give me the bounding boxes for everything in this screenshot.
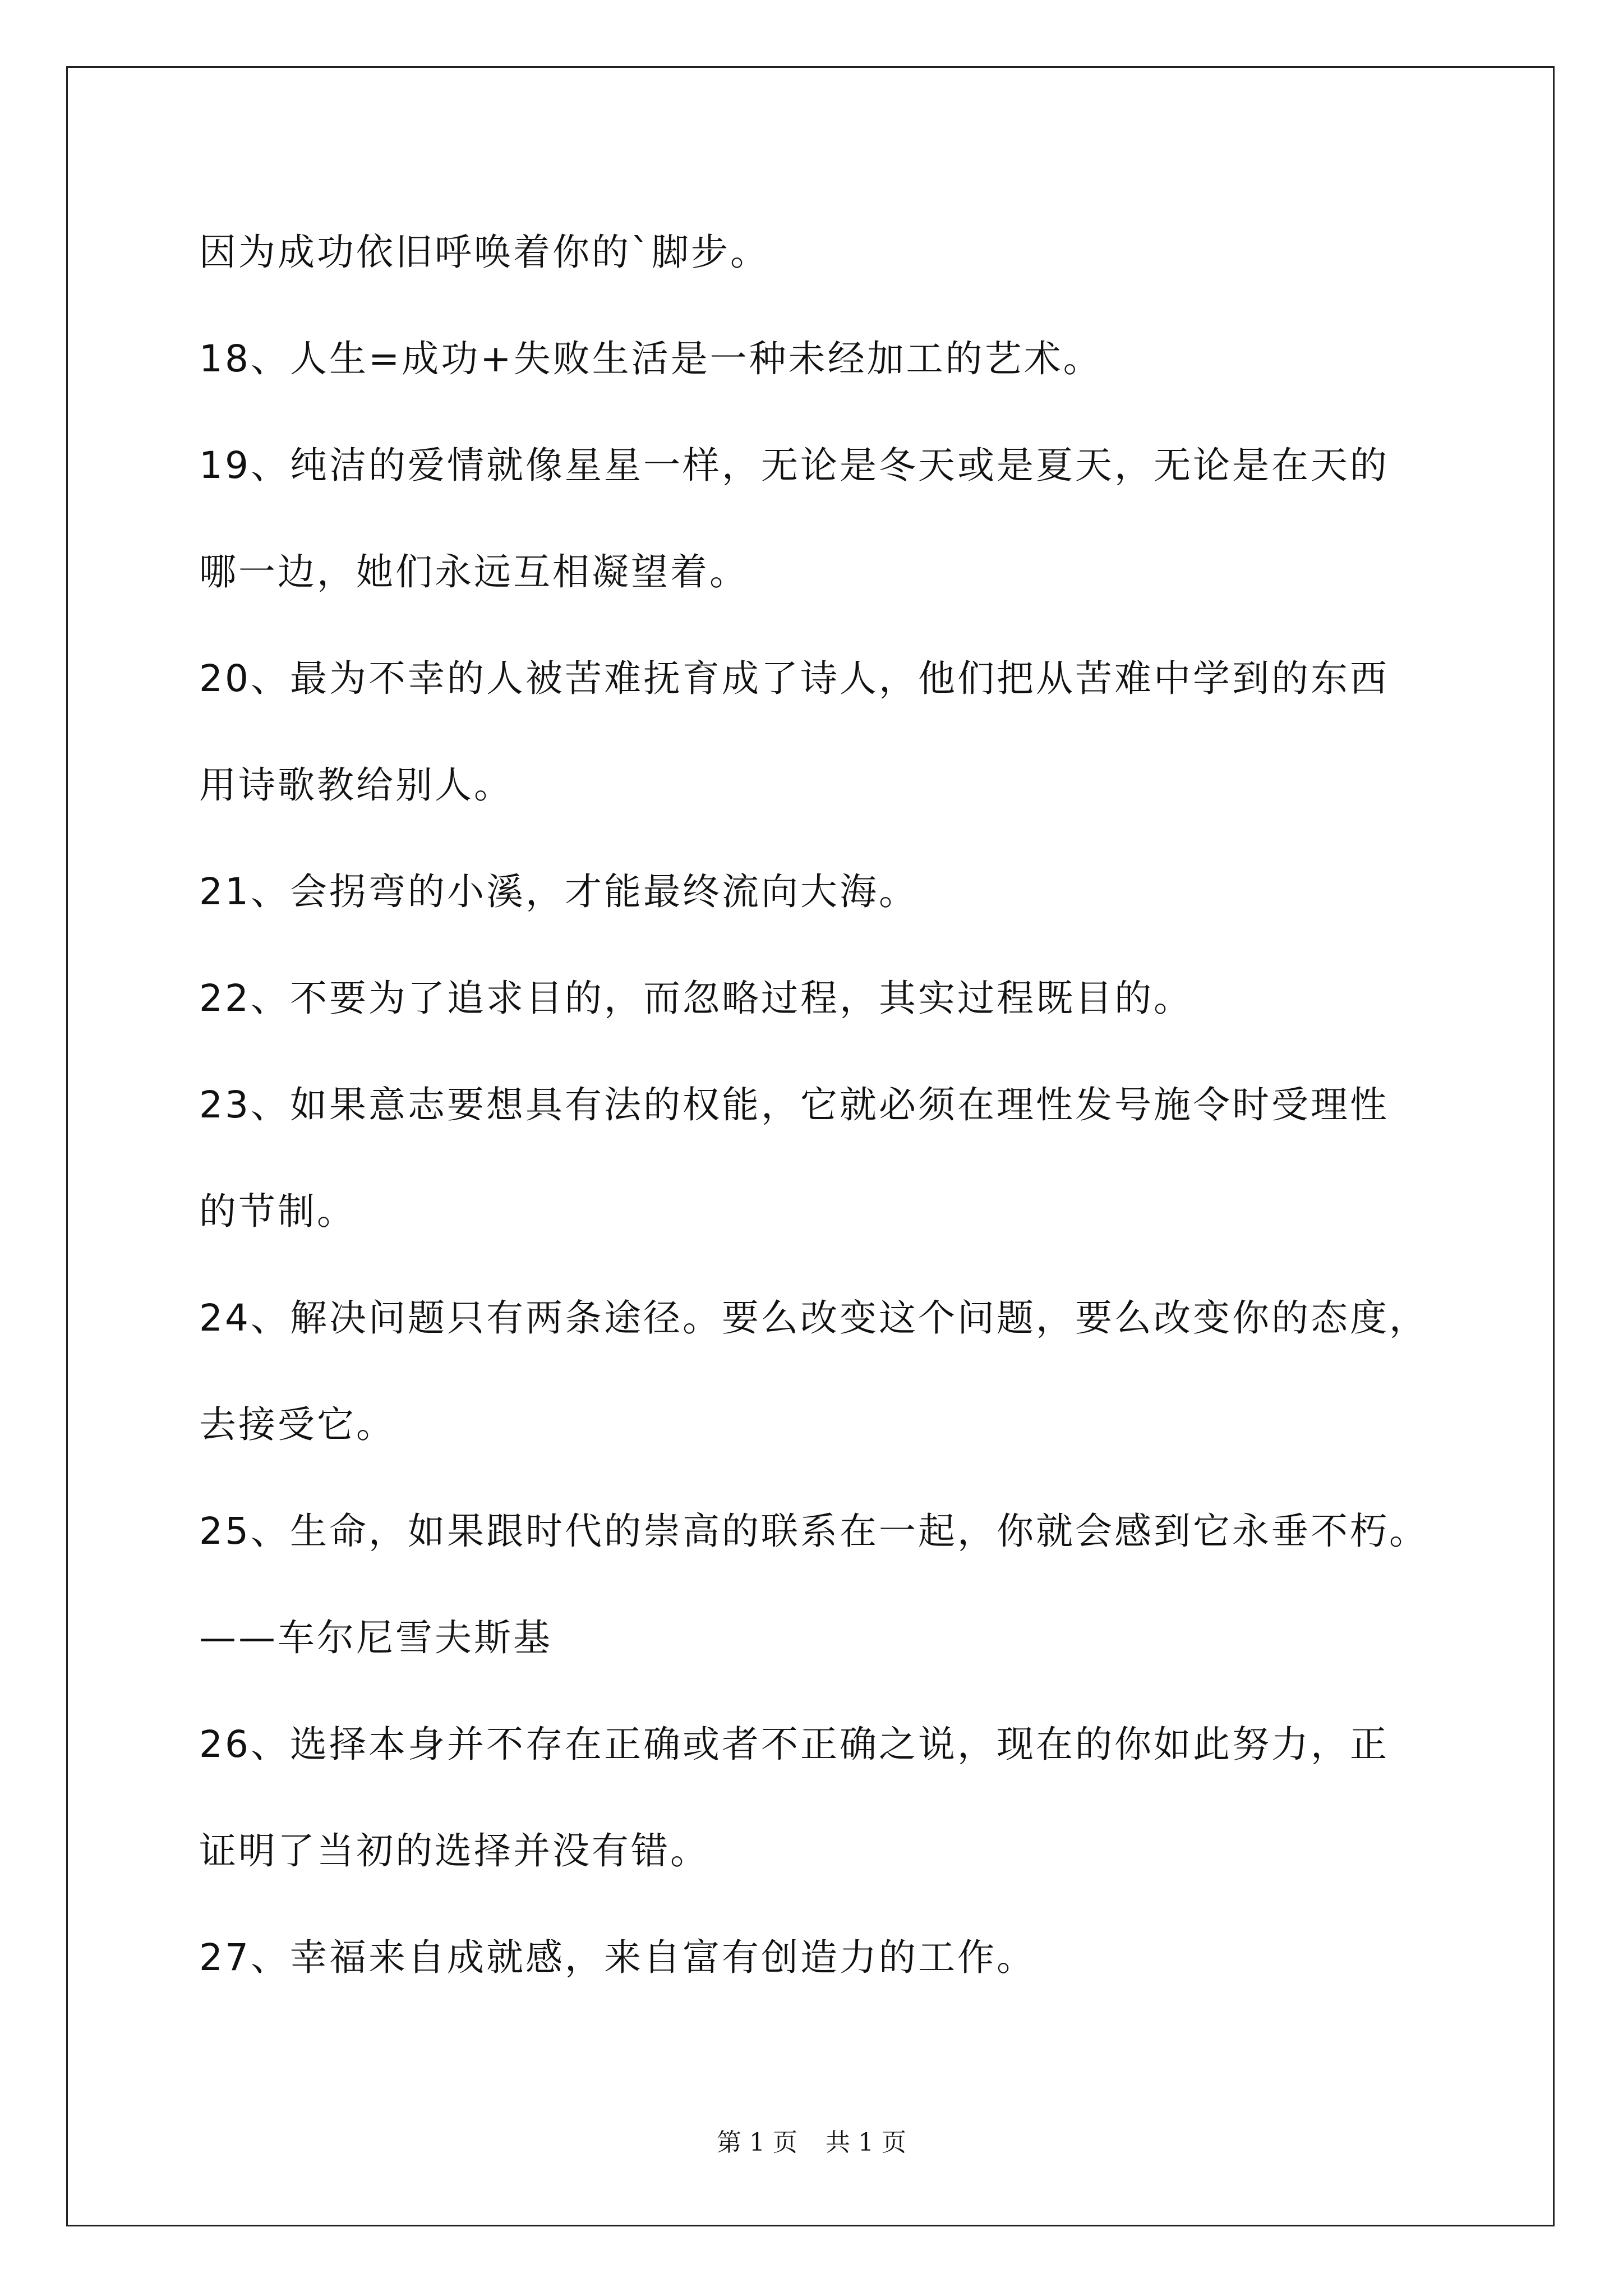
text-line: 21、会拐弯的小溪，才能最终流向大海。 bbox=[199, 870, 918, 913]
text-line: 26、选择本身并不存在正确或者不正确之说，现在的你如此努力，正 bbox=[199, 1723, 1389, 1766]
text-line: 27、幸福来自成就感，来自富有创造力的工作。 bbox=[199, 1936, 1036, 1979]
text-line: 的节制。 bbox=[199, 1190, 356, 1233]
text-line: 23、如果意志要想具有法的权能，它就必须在理性发号施令时受理性 bbox=[199, 1083, 1389, 1126]
text-line: 哪一边，她们永远互相凝望着。 bbox=[199, 550, 749, 593]
text-line: 25、生命，如果跟时代的崇高的联系在一起，你就会感到它永垂不朽。 bbox=[199, 1510, 1428, 1553]
text-line: 19、纯洁的爱情就像星星一样，无论是冬天或是夏天，无论是在天的 bbox=[199, 444, 1389, 487]
page-frame bbox=[66, 66, 1555, 2226]
page-number: 第 1 页 bbox=[717, 2128, 797, 2157]
text-line: 22、不要为了追求目的，而忽略过程，其实过程既目的。 bbox=[199, 977, 1193, 1020]
page-footer bbox=[0, 2126, 1623, 2160]
text-line: ——车尔尼雪夫斯基 bbox=[199, 1616, 552, 1659]
text-line: 20、最为不幸的人被苦难抚育成了诗人，他们把从苦难中学到的东西 bbox=[199, 657, 1389, 700]
text-line: 证明了当初的选择并没有错。 bbox=[199, 1829, 709, 1872]
text-line: 因为成功依旧呼唤着你的`脚步。 bbox=[199, 231, 769, 274]
page-total: 共 1 页 bbox=[826, 2128, 906, 2157]
text-line: 18、人生=成功+失败生活是一种未经加工的艺术。 bbox=[199, 337, 1103, 380]
text-line: 去接受它。 bbox=[199, 1403, 395, 1446]
text-line: 24、解决问题只有两条途径。要么改变这个问题，要么改变你的态度， bbox=[199, 1296, 1428, 1340]
text-line: 用诗歌教给别人。 bbox=[199, 763, 513, 807]
